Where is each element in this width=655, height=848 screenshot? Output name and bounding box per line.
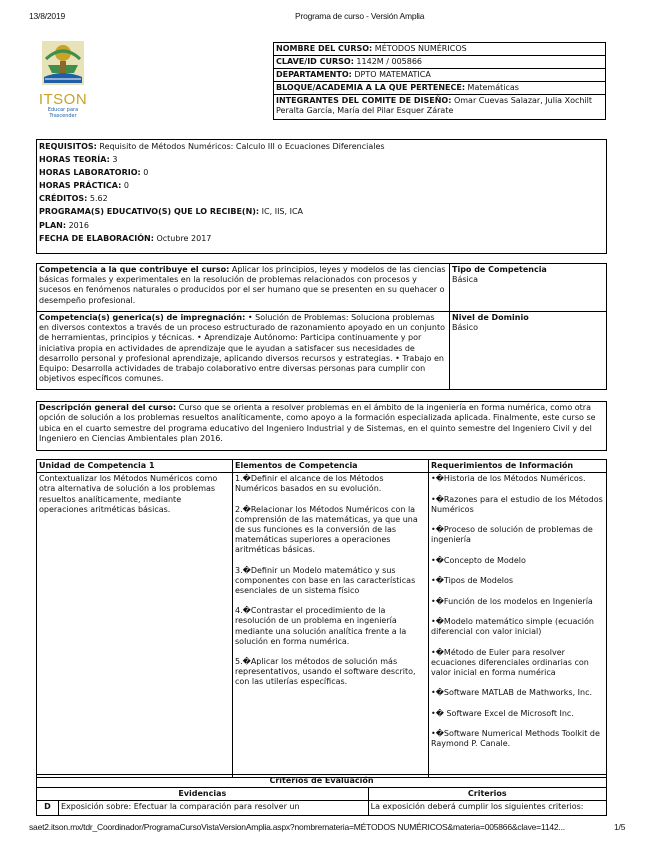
requerimiento-11: •�Software Numerical Methods Toolkit de Raymond P. Canale. (431, 729, 600, 749)
evidence-letter: D (37, 801, 59, 816)
requerimiento-5: •�Tipos de Modelos (431, 576, 514, 586)
nivel-dominio-cell: Nivel de Dominio Básico (450, 312, 607, 390)
elemento-3: 3.�Definir un Modelo matemático y sus componentes con base en las características esenciales de un sistema físico (235, 565, 416, 596)
print-title: Programa de curso - Versión Amplia (295, 11, 425, 21)
tipo-competencia-cell: Tipo de Competencia Básica (450, 264, 607, 312)
requerimiento-3: •�Proceso de solución de problemas de ingeniería (431, 525, 593, 545)
requerimiento-9: •�Software MATLAB de Mathworks, Inc. (431, 688, 593, 698)
programas-educativos: PROGRAMA(S) EDUCATIVO(S) QUE LO RECIBE(N): IC, IIS, ICA (39, 207, 304, 217)
block-row: BLOQUE/ACADEMIA A LA QUE PERTENECE: Matemáticas (274, 82, 605, 95)
criterios-title: Criterios de Evaluación (37, 775, 607, 788)
fecha-elaboracion: FECHA DE ELABORACIÓN: Octubre 2017 (39, 233, 212, 243)
course-key-row: CLAVE/ID CURSO: 1142M / 005866 (274, 56, 605, 69)
competencias-table (36, 263, 607, 390)
evidence-text: Exposición sobre: Efectuar la comparación para resolver un (59, 801, 369, 816)
requerimientos-header: Requerimientos de Información (429, 460, 607, 473)
creditos: CRÉDITOS: 5.62 (39, 194, 108, 204)
itson-logo-text: ITSON (38, 91, 88, 108)
criterion-text: La exposición deberá cumplir los siguientes criterios: (368, 801, 606, 816)
elemento-5: 5.�Aplicar los métodos de solución más representativos, usando el software descrito, con las utilerías específicas. (235, 657, 416, 687)
competencia-contribuye-cell: Competencia a la que contribuye el curso: Aplicar los principios, leyes y modelos de las ciencias básicas formales y experimentales en la resolución de problemas relacionados con procesos y sucesos en fenómenos naturales o producidos por el ser humano que se presenten en su quehacer o desempeño profesional. (37, 264, 450, 312)
requerimiento-8: •�Método de Euler para resolver ecuaciones diferenciales ordinarias con valor inicial en forma numérica (431, 647, 589, 677)
elemento-1: 1.�Definir el alcance de los Métodos Numéricos basados en su evolución. (235, 474, 384, 494)
elemento-2: 2.�Relacionar los Métodos Numéricos con la comprensión de las matemáticas, ya que una de sus funciones es la conversión de las matemáticas superiores a operaciones aritméticas básicas. (235, 504, 418, 555)
requerimiento-10: •� Software Excel de Microsoft Inc. (431, 708, 574, 718)
requerimiento-7: •�Modelo matemático simple (ecuación diferencial con valor inicial) (431, 616, 594, 637)
elementos-header: Elementos de Competencia (233, 460, 429, 473)
criterios-table (36, 774, 607, 816)
requerimiento-4: •�Concepto de Modelo (431, 555, 526, 565)
requisitos: REQUISITOS: Requisito de Métodos Numéricos: Calculo III o Ecuaciones Diferenciales (39, 142, 385, 151)
requerimiento-1: •�Historia de los Métodos Numéricos. (431, 474, 586, 484)
descripcion-text: Descripción general del curso: Curso que se orienta a resolver problemas en el ámbito de la ingeniería en forma numérica, como otra opción de solución a los problemas resueltos analíticamente, como apoyo a la formación especializada aplicada. Finalmente, este curso se ubica en el cuarto semestre del programa educativo del Ingeniero Industrial y de Sistemas, en el quinto semestre del Ingeniero Civil y del Ingeniero en Ciencias Ambientales plan 2016. (39, 403, 596, 444)
elementos-cell (233, 473, 429, 778)
descripcion-box (36, 401, 607, 451)
horas-teoria: HORAS TEORÍA: 3 (39, 155, 118, 165)
requerimientos-cell (429, 473, 607, 778)
elemento-4: 4.�Contrastar el procedimiento de la resolución de un problema en ingeniería mediante una solución analítica frente a la solución en forma numérica. (235, 606, 407, 646)
course-info-box (273, 42, 606, 120)
itson-tagline: Educar para Trascender (47, 107, 79, 119)
print-date: 13/8/2019 (29, 11, 66, 21)
footer-url[interactable]: saet2.itson.mx/tdr_Coordinador/ProgramaCursoVistaVersionAmplia.aspx?nombremateria=MÉTODOS NUMÉRICOS&materia=005866&clave=1142... (29, 822, 565, 832)
itson-logo (36, 39, 90, 119)
unidad-header: Unidad de Competencia 1 (37, 460, 233, 473)
evidencias-header: Evidencias (37, 788, 369, 801)
criterios-header: Criterios (368, 788, 606, 801)
committee-row: INTEGRANTES DEL COMITE DE DISEÑO: Omar Cuevas Salazar, Julia Xochilt Peralta García, María del Pilar Esquer Zárate (276, 96, 593, 115)
course-details-box (36, 139, 607, 254)
course-name-row: NOMBRE DEL CURSO: MÉTODOS NUMÉRICOS (274, 43, 605, 56)
page-number: 1/5 (614, 822, 626, 832)
unidad-competencia-table (36, 459, 607, 778)
plan: PLAN: 2016 (39, 220, 89, 230)
horas-laboratorio: HORAS LABORATORIO: 0 (39, 168, 149, 178)
horas-practica: HORAS PRÁCTICA: 0 (39, 181, 129, 191)
department-row: DEPARTAMENTO: DPTO MATEMATICA (274, 69, 605, 82)
competencias-genericas-cell: Competencia(s) generica(s) de impregnación: • Solución de Problemas: Soluciona problemas en diversos contextos a través de un proceso estructurado de razonamiento apoyado en un conjunto de herramientas, principios y técnicas. • Aprendizaje Autónomo: Participa continuamente y por iniciativa propia en actividades de aprendizaje que le ayudan a satisfacer sus necesidades de desarrollo personal y profesional aprendizaje, aplicando diversos recursos y estrategias. • Trabajo en Equipo: Desarrolla actividades de trabajo colaborativo entre diversas personas para cumplir con objetivos específicos comunes. (37, 312, 450, 390)
unidad-description-cell: Contextualizar los Métodos Numéricos como otra alternativa de solución a los problemas resueltos analíticamente, mediante operaciones aritméticas básicas. (37, 473, 233, 778)
requerimiento-2: •�Razones para el estudio de los Métodos Numéricos (431, 494, 603, 514)
requerimiento-6: •�Función de los modelos en Ingeniería (431, 596, 593, 606)
